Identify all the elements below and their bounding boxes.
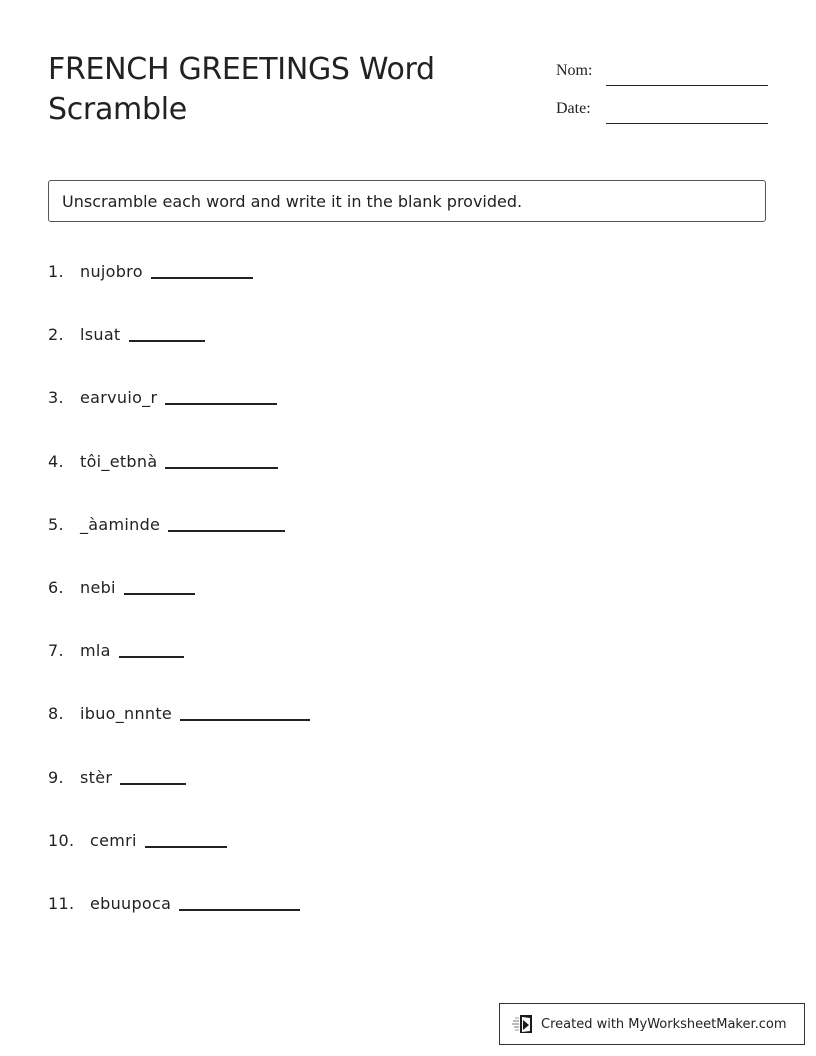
student-info (556, 52, 768, 128)
date-field[interactable] (606, 122, 768, 124)
answer-blank[interactable] (179, 908, 300, 911)
question-item (48, 831, 310, 894)
scrambled-word: nebi (80, 577, 116, 597)
answer-blank[interactable] (129, 339, 205, 342)
question-number: 11. (48, 893, 75, 913)
answer-blank[interactable] (120, 782, 186, 785)
name-label: Nom: (556, 62, 593, 79)
scrambled-word: mla (80, 641, 111, 661)
question-number: 6. (48, 577, 64, 597)
answer-blank[interactable] (165, 402, 277, 405)
question-item (48, 578, 310, 641)
answer-blank[interactable] (145, 845, 227, 848)
answer-blank[interactable] (168, 529, 285, 532)
scrambled-word: _àaminde (80, 514, 161, 534)
scrambled-word: nujobro (80, 262, 143, 281)
question-list (48, 262, 310, 957)
question-item (48, 704, 310, 767)
scrambled-word: ibuo_nnnte (80, 704, 173, 724)
question-number: 10. (48, 830, 75, 850)
scrambled-word: stèr (80, 767, 113, 787)
badge-text: Created with MyWorksheetMaker.com (541, 1016, 787, 1032)
question-item (48, 515, 310, 578)
answer-blank[interactable] (124, 592, 195, 595)
date-label: Date: (556, 100, 591, 117)
answer-blank[interactable] (119, 655, 184, 658)
answer-blank[interactable] (180, 718, 310, 721)
question-number: 4. (48, 451, 64, 471)
question-item (48, 768, 310, 831)
date-field-row (556, 90, 768, 128)
created-with-badge[interactable] (499, 1003, 805, 1045)
question-number: 9. (48, 767, 64, 787)
question-item (48, 641, 310, 704)
scrambled-word: ebuupoca (90, 893, 172, 913)
instructions-text: Unscramble each word and write it in the blank provided. (62, 191, 523, 211)
instructions-box (48, 180, 766, 222)
name-field-row (556, 52, 768, 90)
answer-blank[interactable] (165, 466, 278, 469)
answer-blank[interactable] (151, 276, 253, 279)
question-number: 3. (48, 388, 64, 408)
page-title: FRENCH GREETINGS Word Scramble (48, 52, 435, 127)
question-item (48, 452, 310, 515)
name-field[interactable] (606, 84, 768, 86)
question-number: 2. (48, 325, 64, 345)
question-number: 7. (48, 641, 64, 661)
scrambled-word: lsuat (80, 325, 121, 345)
question-number: 8. (48, 704, 64, 724)
question-item (48, 325, 310, 388)
scrambled-word: tôi_etbnà (80, 451, 158, 471)
question-item (48, 388, 310, 451)
question-item (48, 262, 310, 325)
question-number: 5. (48, 514, 64, 534)
question-number: 1. (48, 262, 64, 281)
question-item (48, 894, 310, 957)
scrambled-word: earvuio_r (80, 388, 158, 408)
worksheet-maker-logo-icon (512, 1013, 536, 1035)
scrambled-word: cemri (90, 830, 137, 850)
